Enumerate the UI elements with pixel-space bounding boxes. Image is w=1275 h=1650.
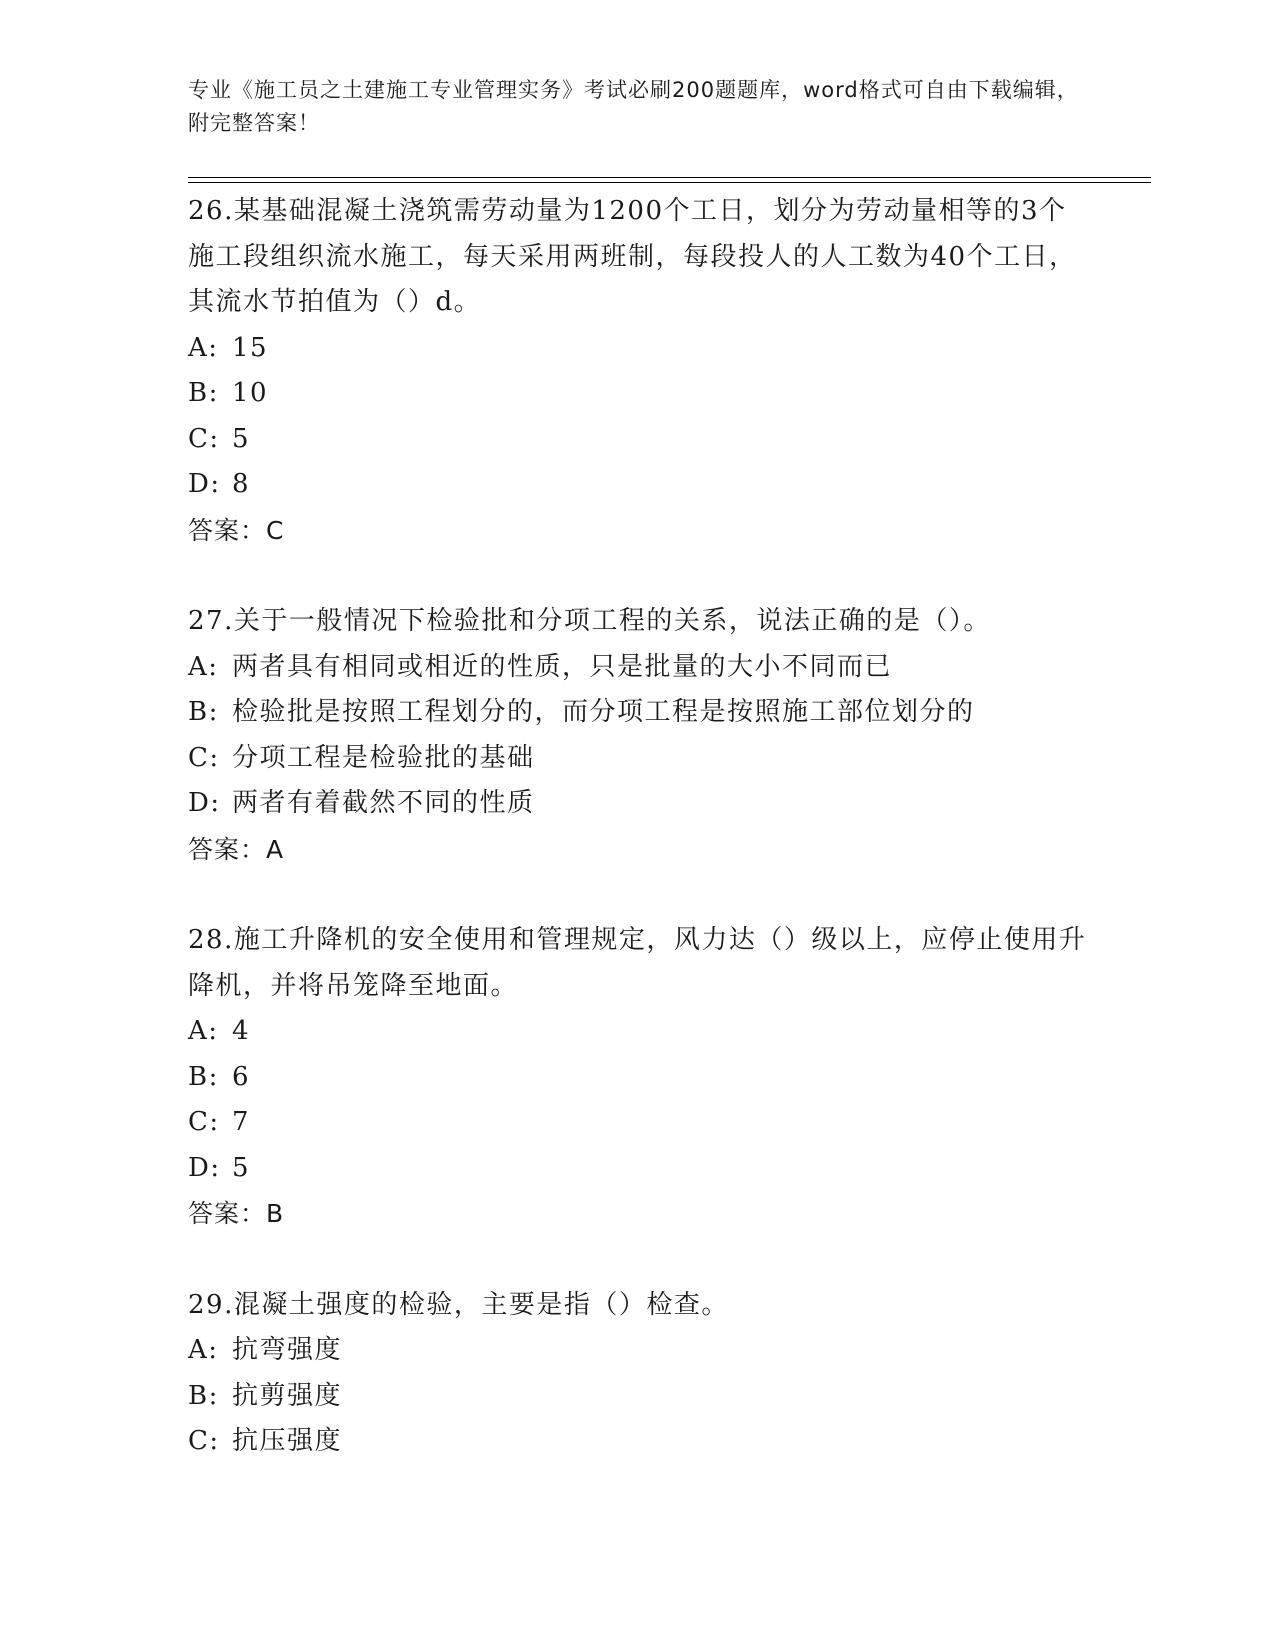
option-c [188,417,1088,463]
option-key: D: [188,788,221,818]
option-key: B: [188,1380,219,1411]
question-27 [188,599,1088,872]
option-d [188,781,1088,827]
option-text: 5 [232,423,251,454]
header-divider-top [188,177,1151,178]
option-key: C: [188,742,220,773]
question-29 [188,1283,1088,1465]
option-b [188,1374,1088,1420]
option-text: 7 [232,1107,251,1137]
question-stem: 27.关于一般情况下检验批和分项工程的关系，说法正确的是（）。 [188,606,991,636]
option-key: A: [188,332,219,363]
option-c [188,1419,1088,1465]
option-d [188,1146,1088,1192]
option-key: C: [188,1107,220,1137]
option-key: B: [188,378,219,408]
option-text: 两者有着截然不同的性质 [232,788,535,818]
option-key: B: [188,1061,219,1092]
option-a [188,645,1088,691]
option-a [188,326,1088,372]
option-text: 抗剪强度 [232,1380,343,1411]
option-text: 分项工程是检验批的基础 [232,742,535,773]
header-divider-bottom [188,182,1151,183]
option-key: B: [188,697,219,727]
option-text: 抗弯强度 [232,1335,343,1365]
option-text: 两者具有相同或相近的性质，只是批量的大小不同而已 [232,651,893,682]
option-b [188,690,1088,736]
question-26 [188,189,1088,553]
option-text: 15 [232,332,269,363]
question-stem: 26.某基础混凝土浇筑需劳动量为1200个工日，划分为劳动量相等的3个施工段组织流水施工，每天采用两班制，每段投人的人工数为40个工日，其流水节拍值为（）d。 [188,196,1077,317]
option-b [188,371,1088,417]
question-stem: 29.混凝土强度的检验，主要是指（）检查。 [188,1289,729,1320]
answer-line: 答案：A [188,834,285,864]
option-key: C: [188,1426,220,1456]
option-text: 5 [232,1152,251,1183]
option-a [188,1009,1088,1055]
option-key: D: [188,469,221,499]
option-key: A: [188,651,219,682]
question-stem: 28.施工升降机的安全使用和管理规定，风力达（）级以上，应停止使用升降机，并将吊笼降至地面。 [188,925,1087,1001]
option-b [188,1055,1088,1101]
option-c [188,1100,1088,1146]
option-text: 检验批是按照工程划分的，而分项工程是按照施工部位划分的 [232,697,975,727]
question-28 [188,918,1088,1237]
option-key: A: [188,1016,219,1046]
option-text: 6 [232,1061,251,1092]
answer-line: 答案：C [188,515,285,545]
option-text: 10 [232,378,269,408]
option-d [188,462,1088,508]
question-list [188,189,1088,1511]
option-text: 8 [232,469,251,499]
document-header: 专业《施工员之土建施工专业管理实务》考试必刷200题题库，word格式可自由下载编辑，附完整答案！ [188,78,1079,135]
option-a [188,1328,1088,1374]
option-key: A: [188,1335,219,1365]
option-c [188,736,1088,782]
option-key: D: [188,1152,221,1183]
option-text: 抗压强度 [232,1426,343,1456]
option-key: C: [188,423,220,454]
answer-line: 答案：B [188,1199,285,1228]
option-text: 4 [232,1016,251,1046]
